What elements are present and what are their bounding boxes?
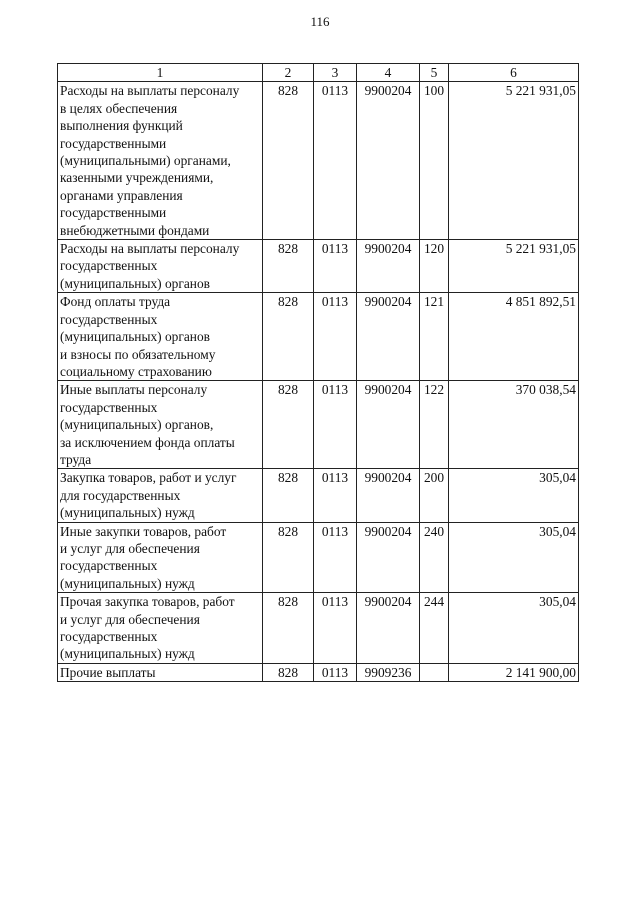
table-row bbox=[58, 663, 579, 681]
amount-cell: 305,04 bbox=[449, 522, 579, 593]
table-row bbox=[58, 82, 579, 240]
expense-name-line: (муниципальными) органами, bbox=[60, 153, 231, 169]
target-article-cell: 9900204 bbox=[357, 469, 420, 522]
header-cell-6: 6 bbox=[449, 64, 579, 82]
amount-cell: 4 851 892,51 bbox=[449, 293, 579, 381]
section-code-cell: 0113 bbox=[314, 522, 357, 593]
ministry-code-cell: 828 bbox=[263, 240, 314, 293]
table-header-row bbox=[58, 64, 579, 82]
header-cell-2: 2 bbox=[263, 64, 314, 82]
section-code-cell: 0113 bbox=[314, 593, 357, 664]
expense-type-cell: 100 bbox=[420, 82, 449, 240]
section-code-cell: 0113 bbox=[314, 381, 357, 469]
expense-name-line: Закупка товаров, работ и услуг bbox=[60, 470, 237, 486]
target-article-cell: 9900204 bbox=[357, 82, 420, 240]
expense-name-line: и услуг для обеспечения bbox=[60, 611, 200, 627]
expense-name-cell bbox=[58, 240, 263, 293]
expense-name-line: (муниципальных) органов bbox=[60, 275, 210, 291]
expense-type-cell: 240 bbox=[420, 522, 449, 593]
expense-name-cell bbox=[58, 593, 263, 664]
section-code-cell: 0113 bbox=[314, 240, 357, 293]
expense-name-cell bbox=[58, 82, 263, 240]
expense-name-line: Прочие выплаты bbox=[60, 664, 156, 680]
expense-name-cell bbox=[58, 663, 263, 681]
expense-type-cell: 122 bbox=[420, 381, 449, 469]
expense-name-line: социальному страхованию bbox=[60, 363, 212, 379]
ministry-code-cell: 828 bbox=[263, 82, 314, 240]
amount-cell: 305,04 bbox=[449, 593, 579, 664]
budget-table bbox=[57, 63, 579, 682]
page-number: 116 bbox=[310, 14, 330, 29]
expense-name-line: государственными bbox=[60, 205, 167, 221]
expense-name-line: (муниципальных) нужд bbox=[60, 646, 195, 662]
target-article-cell: 9900204 bbox=[357, 240, 420, 293]
table-row bbox=[58, 593, 579, 664]
ministry-code-cell: 828 bbox=[263, 663, 314, 681]
header-cell-4: 4 bbox=[357, 64, 420, 82]
expense-name-line: (муниципальных) нужд bbox=[60, 505, 195, 521]
header-cell-3: 3 bbox=[314, 64, 357, 82]
table-row bbox=[58, 293, 579, 381]
target-article-cell: 9900204 bbox=[357, 293, 420, 381]
expense-name-line: Расходы на выплаты персоналу bbox=[60, 241, 240, 257]
expense-name-cell bbox=[58, 381, 263, 469]
expense-type-cell: 244 bbox=[420, 593, 449, 664]
expense-name-line: и услуг для обеспечения bbox=[60, 540, 200, 556]
expense-name-line: выполнения функций bbox=[60, 118, 183, 134]
expense-type-cell bbox=[420, 663, 449, 681]
ministry-code-cell: 828 bbox=[263, 593, 314, 664]
section-code-cell: 0113 bbox=[314, 663, 357, 681]
expense-name-line: в целях обеспечения bbox=[60, 100, 178, 116]
section-code-cell: 0113 bbox=[314, 293, 357, 381]
header-cell-1: 1 bbox=[58, 64, 263, 82]
expense-name-line: государственных bbox=[60, 629, 158, 644]
table-row bbox=[58, 381, 579, 469]
amount-cell: 5 221 931,05 bbox=[449, 82, 579, 240]
expense-name-cell bbox=[58, 522, 263, 593]
table-row bbox=[58, 469, 579, 522]
expense-type-cell: 120 bbox=[420, 240, 449, 293]
section-code-cell: 0113 bbox=[314, 82, 357, 240]
expense-name-line: (муниципальных) органов, bbox=[60, 417, 214, 433]
target-article-cell: 9900204 bbox=[357, 381, 420, 469]
expense-name-line: Прочая закупка товаров, работ bbox=[60, 594, 235, 610]
expense-name-line: Фонд оплаты труда bbox=[60, 294, 171, 310]
ministry-code-cell: 828 bbox=[263, 381, 314, 469]
expense-name-line: государственных bbox=[60, 399, 158, 415]
table-row bbox=[58, 240, 579, 293]
expense-name-line: для государственных bbox=[60, 487, 181, 503]
table-row bbox=[58, 522, 579, 593]
expense-name-line: государственными bbox=[60, 135, 167, 151]
amount-cell: 5 221 931,05 bbox=[449, 240, 579, 293]
expense-name-line: государственных bbox=[60, 558, 158, 574]
expense-type-cell: 121 bbox=[420, 293, 449, 381]
amount-cell: 305,04 bbox=[449, 469, 579, 522]
ministry-code-cell: 828 bbox=[263, 469, 314, 522]
expense-name-line: внебюджетными фондами bbox=[60, 222, 210, 238]
expense-name-line: Иные выплаты персоналу bbox=[60, 382, 208, 398]
target-article-cell: 9909236 bbox=[357, 663, 420, 681]
expense-name-line: труда bbox=[60, 451, 92, 467]
expense-name-cell bbox=[58, 293, 263, 381]
expense-name-line: и взносы по обязательному bbox=[60, 346, 216, 362]
expense-type-cell: 200 bbox=[420, 469, 449, 522]
expense-name-line: казенными учреждениями, bbox=[60, 170, 214, 186]
amount-cell: 370 038,54 bbox=[449, 381, 579, 469]
ministry-code-cell: 828 bbox=[263, 293, 314, 381]
expense-name-line: Иные закупки товаров, работ bbox=[60, 523, 227, 539]
expense-name-line: органами управления bbox=[60, 187, 183, 203]
section-code-cell: 0113 bbox=[314, 469, 357, 522]
expense-name-line: (муниципальных) органов bbox=[60, 329, 210, 345]
expense-name-line: за исключением фонда оплаты bbox=[60, 434, 235, 450]
target-article-cell: 9900204 bbox=[357, 593, 420, 664]
expense-name-line: государственных bbox=[60, 258, 158, 274]
expense-name-line: Расходы на выплаты персоналу bbox=[60, 83, 240, 99]
budget-table-body bbox=[58, 64, 579, 682]
ministry-code-cell: 828 bbox=[263, 522, 314, 593]
header-cell-5: 5 bbox=[420, 64, 449, 82]
expense-name-line: (муниципальных) нужд bbox=[60, 575, 195, 591]
expense-name-line: государственных bbox=[60, 311, 158, 327]
amount-cell: 2 141 900,00 bbox=[449, 663, 579, 681]
target-article-cell: 9900204 bbox=[357, 522, 420, 593]
expense-name-cell bbox=[58, 469, 263, 522]
